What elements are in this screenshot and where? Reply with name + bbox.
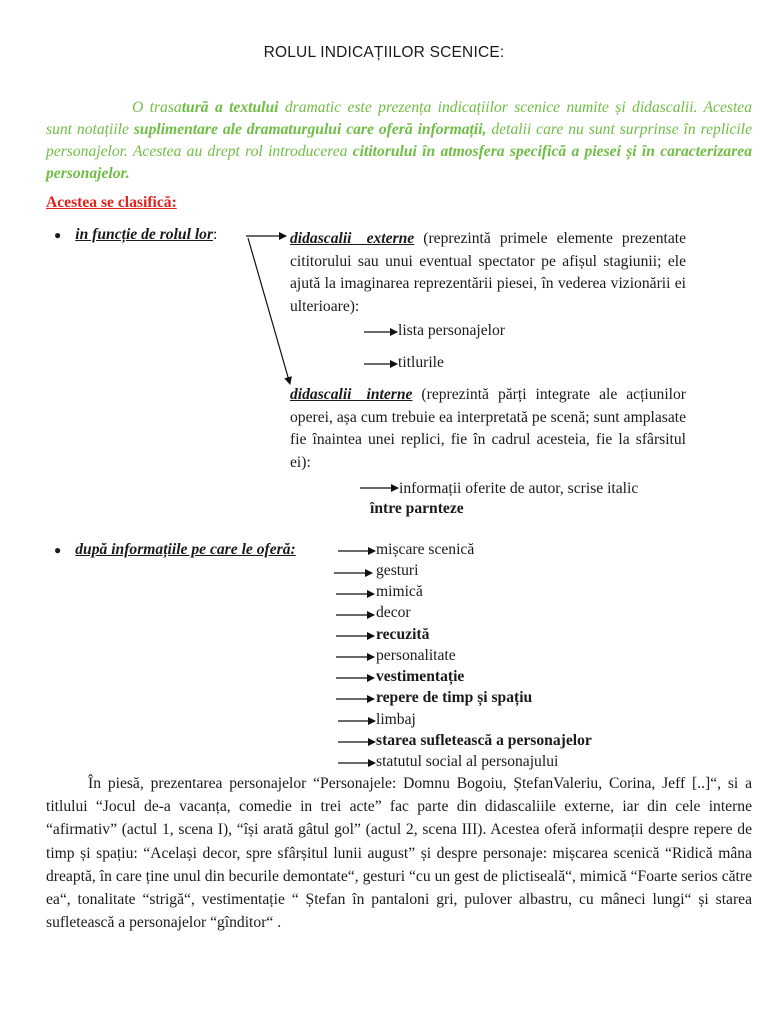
information-item: starea sufletească a personajelor [376,732,592,749]
information-item: mișcare scenică [376,541,475,558]
arrow-icon [248,238,290,384]
information-item: repere de timp și spațiu [376,689,533,706]
intro-part2: tură a textului [181,99,285,116]
closing-paragraph: În piesă, prezentarea personajelor “Personajele: Domnu Bogoiu, ȘtefanValeriu, Corina, Jeff [..]“, si a titlului “Jocul de-a vacanța, comedie in trei acte” fac parte din didascaliile externe, iar din cele interne “afirmativ” (actul 1, scena I), “își arată gâtul gol” (actul 2, scena III). Acestea oferă informații despre repere de timp și spațiu: “Același decor, spre sfârșitul lunii august” și despre personaje: mișcarea scenică “Ridică mâna dreaptă, în care ține unul din becurile demontate“, gesturi “cu un gest de plictiseală“, mimică “Foarte serios către ea“, tonalitate “strigă“, vestimentație “ Ștefan în pantaloni gri, pulover albastru, cu mâneci lungi“ și starea sufletească a personajelor “gînditor“ . [46,775,752,932]
information-item: mimică [376,583,423,600]
classification-heading: Acestea se clasifică: [46,194,177,211]
information-item: decor [376,604,411,621]
intro-part4: suplimentare ale dramaturgului care oferă informații, [133,121,487,138]
document-title: ROLUL INDICAȚIILOR SCENICE: [263,44,505,61]
external-head: didascalii externe [290,230,415,247]
intro-part3: dramatic este prezența indicațiilor scenice numite și didascalii. Acestea sunt notațiile [46,99,752,138]
information-item: gesturi [376,562,419,579]
internal-item-line2: între parnteze [370,500,464,517]
bullet-icon: ● [54,543,62,557]
by-role-label: in funcție de rolul lor [75,226,214,243]
information-item: statutul social al personajului [376,753,559,770]
information-item: recuzită [376,626,430,643]
by-role-suffix: : [213,226,218,243]
intro-part6: cititorului în atmosfera specifică a piesei și în caracterizarea personajelor. [46,143,753,182]
intro-part5: detalii care nu sunt surprinse în replicile personajelor. Acestea au drept rol introducerea [46,121,753,160]
internal-item-line1: informații oferite de autor, scrise italic [399,480,639,497]
internal-text: (reprezintă părți integrate ale acțiunilor operei, așa cum trebuie ea interpretată pe scenă; sunt amplasate fie înaintea unei replici, fie în cadrul acesteia, fie la sfârsitul ei): [290,386,687,471]
external-item-2: titlurile [398,354,444,371]
information-item: personalitate [376,647,456,664]
internal-head: didascalii interne [290,386,413,403]
information-item: limbaj [376,711,416,728]
external-text: (reprezintă primele elemente prezentate cititorului sau unui eventual spectator pe afișul stagiunii; ele ajută la imaginarea reprezentării piesei, în vederea vizionării ei ulterioare): [290,230,686,315]
intro-part1: O trasa [132,99,182,116]
information-item: vestimentație [376,668,465,685]
by-information-label: după informațiile pe care le oferă: [75,541,296,558]
bullet-icon: ● [54,228,62,242]
external-item-1: lista personajelor [398,322,505,339]
